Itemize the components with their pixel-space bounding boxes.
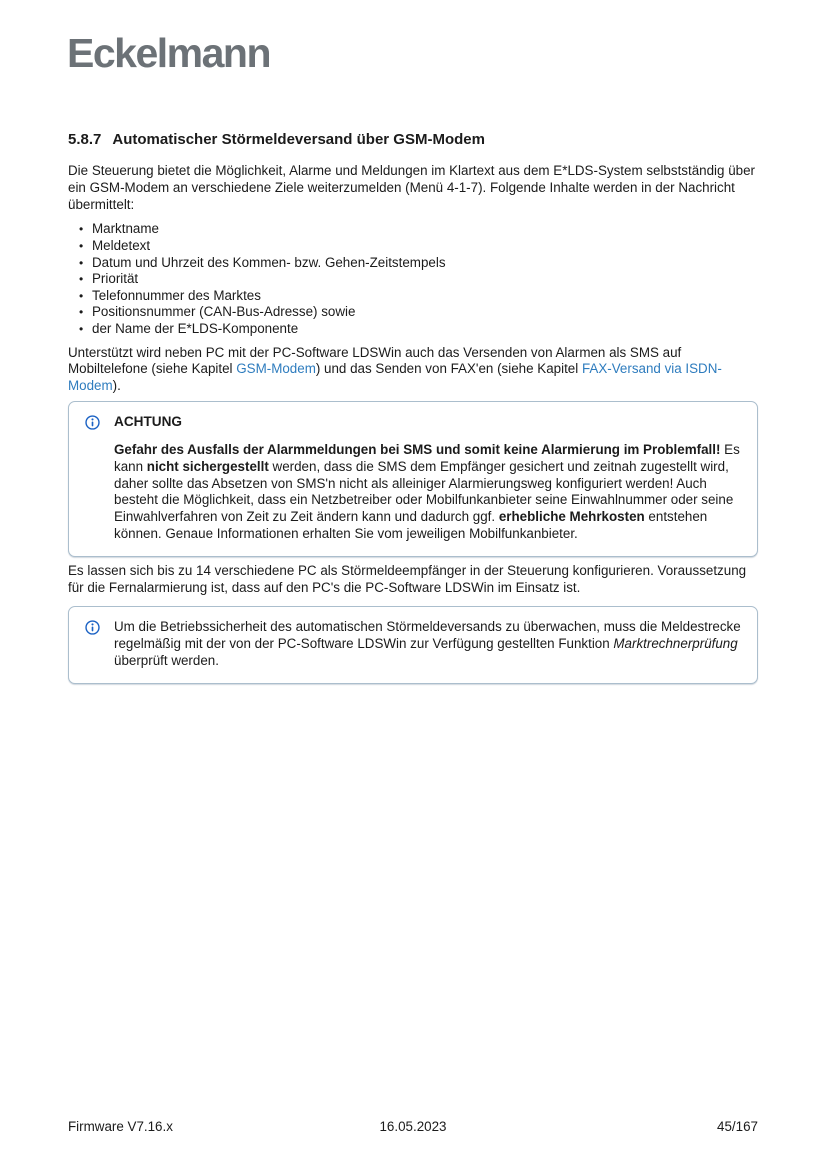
list-item: • Telefonnummer des Marktes (68, 288, 759, 305)
footer-firmware-version: Firmware V7.16.x (68, 1119, 173, 1134)
text-segment: Gefahr des Ausfalls der Alarmmeldungen bei SMS und somit keine Alarmierung im Problemfall! (114, 441, 721, 457)
page-content (68, 131, 759, 684)
info-note-text (114, 619, 743, 669)
page-footer (68, 1119, 758, 1135)
footer-date: 16.05.2023 (379, 1119, 447, 1134)
text-segment: nicht sichergestellt (146, 458, 269, 474)
config-paragraph: Es lassen sich bis zu 14 verschiedene PC als Störmeldeempfänger in der Steuerung konfigurieren. Voraussetzung für die Fernalarmierung ist, dass auf den PC's die PC-Software LDSWin im Einsatz ist. (68, 562, 747, 595)
chapter-link[interactable]: FAX-Versand via ISDN-Modem (68, 361, 722, 394)
list-item: • Datum und Uhrzeit des Kommen- bzw. Gehen-Zeitstempels (68, 255, 759, 272)
text-segment: ) und das Senden von FAX'en (siehe Kapitel (315, 361, 582, 377)
text-segment: Um die Betriebssicherheit des automatischen Störmeldeversands zu überwachen, muss die Meldestrecke regelmäßig mit der von der PC-Software LDSWin zur Verfügung gestellten Funktion (114, 619, 741, 652)
support-paragraph (68, 345, 759, 395)
info-notice-box (68, 606, 758, 683)
achtung-body (114, 414, 743, 543)
section-number: 5.8.7 (68, 131, 102, 148)
text-segment: Marktrechnerprüfung (613, 636, 738, 652)
text-segment: überprüft werden. (114, 652, 219, 668)
info-circle-icon (85, 414, 114, 543)
list-item: • Meldetext (68, 238, 759, 255)
text-segment: entstehen können. Genaue Informationen erhalten Sie vom jeweiligen Mobilfunkanbieter. (114, 509, 708, 541)
list-item: • Priorität (68, 271, 759, 288)
text-segment: ). (112, 378, 121, 394)
intro-paragraph: Die Steuerung bietet die Möglichkeit, Alarme und Meldungen im Klartext aus dem E*LDS-System selbstständig über ein GSM-Modem an verschiedene Ziele weiterzumelden (Menü 4-1-7). Folgende Inhalte werden in der Nachricht übermittelt: (68, 163, 755, 212)
achtung-text (114, 442, 743, 543)
text-segment: Unterstützt wird neben PC mit der PC-Software LDSWin auch das Versenden von Alarmen als SMS auf Mobiltelefone (siehe Kapitel (68, 344, 682, 377)
text-segment: werden, dass die SMS dem Empfänger gesichert und zeitnah zugestellt wird, daher sollte das Absetzen von SMS'n nicht als alleiniger Alarmierungsweg konfiguriert werden! Auch besteht die Möglichkeit, dass ein Netzbetreiber oder Mobilfunkanbieter seine Einwahlnummer oder seine Einwahlverfahren von Zeit zu Zeit ändern kann und dadurch ggf. (114, 458, 734, 525)
info-circle-icon (85, 619, 114, 669)
footer-page-number: 45/167 (717, 1119, 758, 1134)
achtung-title: ACHTUNG (114, 413, 182, 429)
eckelmann-logo: Eckelmann (67, 30, 270, 76)
text-segment: Es kann (114, 441, 740, 474)
chapter-link[interactable]: GSM-Modem (236, 361, 316, 377)
list-item: • Positionsnummer (CAN-Bus-Adresse) sowie (68, 304, 759, 321)
achtung-notice-box (68, 401, 758, 557)
section-heading (68, 131, 759, 148)
list-item: • Marktname (68, 221, 759, 238)
text-segment: erhebliche Mehrkosten (498, 509, 645, 525)
list-item: • der Name der E*LDS-Komponente (68, 321, 759, 338)
message-content-list (68, 221, 759, 337)
section-title: Automatischer Störmeldeversand über GSM-Modem (112, 131, 485, 148)
